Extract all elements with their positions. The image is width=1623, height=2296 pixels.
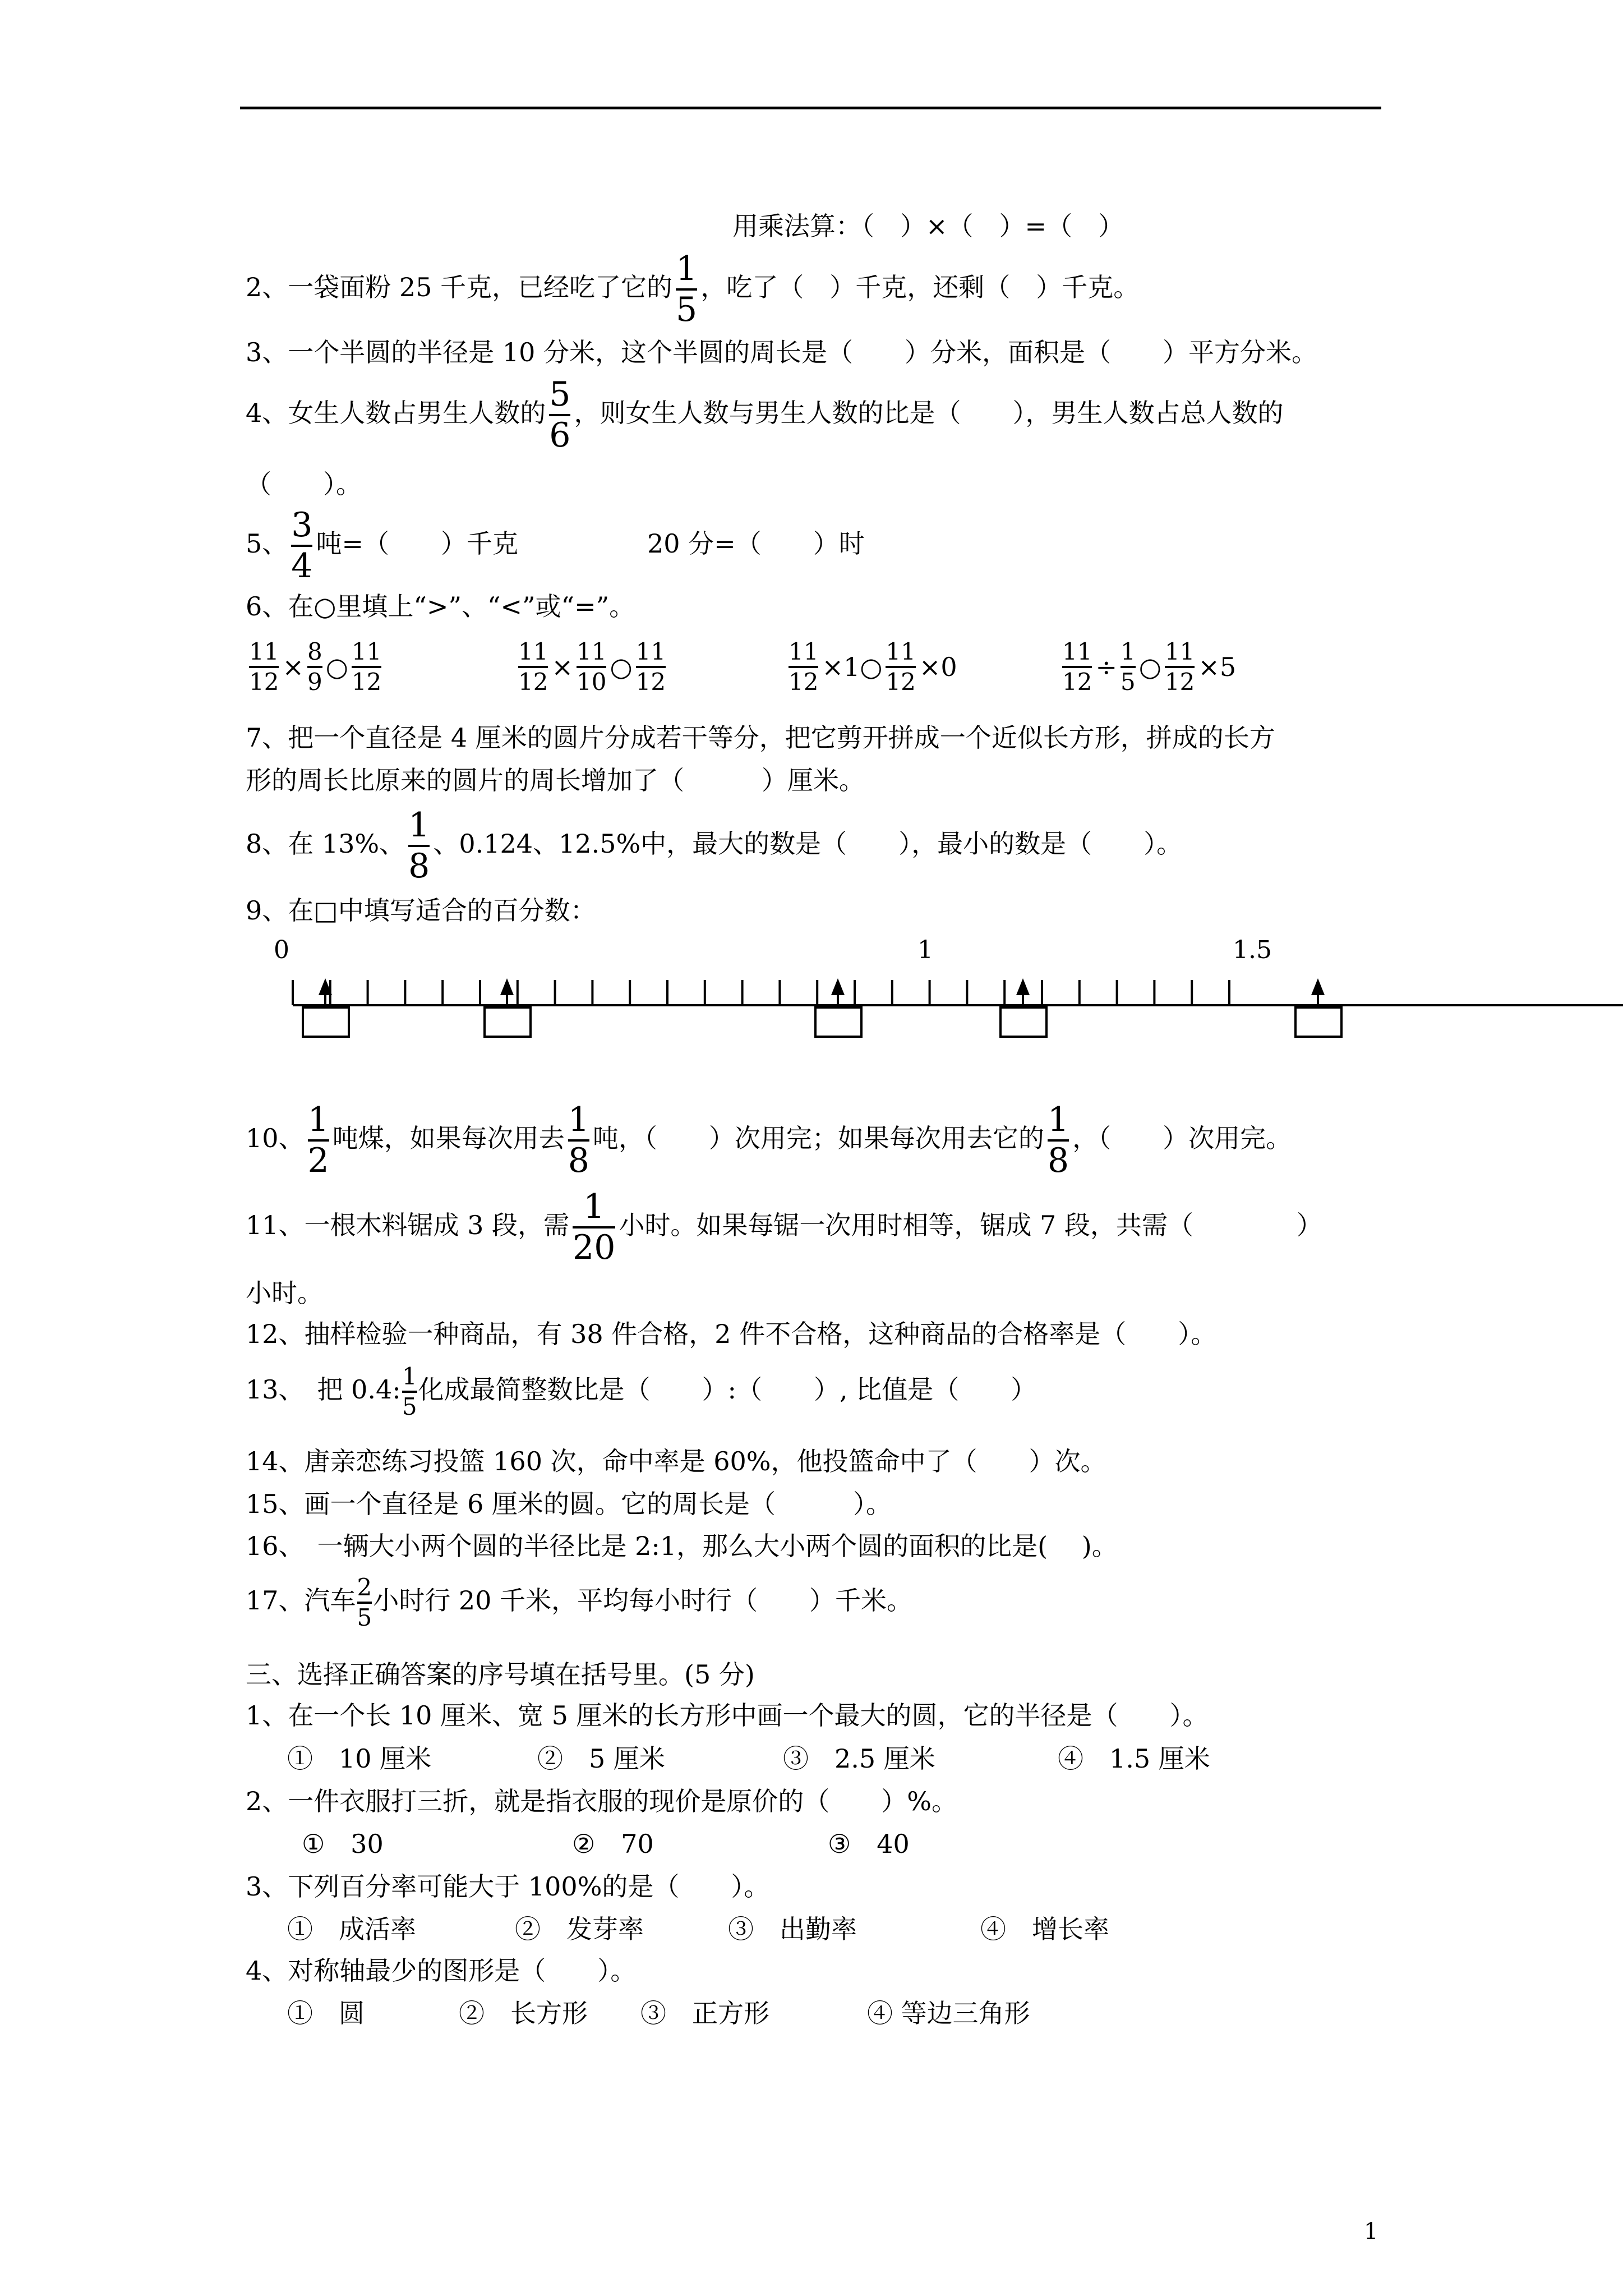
choice-1-option-1: ① 10 厘米 [287,1743,432,1774]
choice-4-option-2: ② 长方形 [459,1998,588,2028]
choice-2: 2、一件衣服打三折，就是指衣服的现价是原价的（ ）%。 [246,1786,957,1816]
choice-4: 4、对称轴最少的图形是（ ）。 [246,1955,637,1986]
tick-label-1: 1 [917,936,933,964]
question-15: 15、画一个直径是 6 厘米的圆。它的周长是（ ）。 [246,1489,892,1519]
comparison-4: $\frac{11}{12}$ ÷ $\frac{1}{5}$ ○ $\frac{11}{12}$ ×5 [1062,638,1237,696]
compare-circle: ○ [325,652,348,683]
fraction: $\frac{2}{5}$ [357,1573,372,1632]
choice-3-option-1: ① 成活率 [287,1914,416,1944]
answer-marker [485,978,531,1037]
choice-4-option-1: ① 圆 [287,1998,365,2028]
question-7-line1: 7、把一个直径是 4 厘米的圆片分成若干等分，把它剪开拼成一个近似长方形，拼成的长方 [246,723,1275,753]
fraction: $\frac{1}{8}$ [1047,1100,1069,1180]
fraction: $\frac{1}{2}$ [307,1100,329,1180]
choice-3-option-3: ③ 出勤率 [728,1914,857,1944]
question-4-cont: （ ）。 [246,469,362,499]
choice-2-option-3: ③ 40 [828,1829,910,1859]
answer-box [303,1007,349,1037]
question-4: 4、女生人数占男生人数的 $\frac{5}{6}$ ，则女生人数与男生人数的比是（ ），男生人数占总人数的 [246,375,1284,455]
compare-circle: ○ [1138,652,1161,683]
number-line-ticks [293,980,1229,1005]
header-rule [240,107,1381,109]
question-17: 17、汽车 $\frac{2}{5}$ 小时行 20 千米，平均每小时行（ ）千米。 [246,1573,913,1632]
comparison-1: $\frac{11}{12}$ × $\frac{8}{9}$ ○ $\frac{11}{12}$ [249,638,382,696]
question-11: 11、一根木料锯成 3 段，需 $\frac{1}{20}$ 小时。如果每锯一次用时相等，锯成 7 段，共需（ ） [246,1187,1322,1267]
choice-3-option-2: ② 发芽率 [515,1914,644,1944]
question-3: 3、一个半圆的半径是 10 分米，这个半圆的周长是（ ）分米，面积是（ ）平方分米。 [246,337,1318,367]
fraction: $\frac{5}{6}$ [549,375,571,455]
answer-marker [1000,978,1046,1037]
question-12: 12、抽样检验一种商品，有 38 件合格，2 件不合格，这种商品的合格率是（ ）。 [246,1319,1217,1349]
answer-marker [1295,978,1341,1037]
question-5: 5、 $\frac{3}{4}$ 吨=（ ）千克 20 分=（ ）时 [246,505,865,586]
question-2: 2、一袋面粉 25 千克，已经吃了它的 $\frac{1}{5}$ ，吃了（ ）千克，还剩（ ）千克。 [246,249,1140,329]
fraction: $\frac{1}{8}$ [568,1100,589,1180]
fraction: $\frac{3}{4}$ [291,505,313,586]
question-14: 14、唐亲恋练习投篮 160 次，命中率是 60%，他投篮命中了（ ）次。 [246,1446,1106,1476]
fraction: $\frac{1}{5}$ [402,1363,417,1421]
answer-marker [303,978,349,1037]
choice-4-option-3: ③ 正方形 [640,1998,769,2028]
answer-box [815,1007,861,1037]
question-11-cont: 小时。 [246,1278,323,1308]
choice-1: 1、在一个长 10 厘米、宽 5 厘米的长方形中画一个最大的圆，它的半径是（ ）。 [246,1700,1209,1731]
choice-1-option-3: ③ 2.5 厘米 [783,1743,935,1774]
compare-circle: ○ [610,652,633,683]
question-13: 13、 把 0.4: $\frac{1}{5}$ 化成最简整数比是（ ）:（ ）, 比值是（ ） [246,1363,1037,1421]
question-7-line2: 形的周长比原来的圆片的周长增加了（ ）厘米。 [246,765,865,795]
answer-box [485,1007,531,1037]
comparison-2: $\frac{11}{12}$ × $\frac{11}{10}$ ○ $\frac{11}{12}$ [518,638,666,696]
fraction: $\frac{1}{5}$ [676,249,698,329]
question-10: 10、 $\frac{1}{2}$ 吨煤，如果每次用去 $\frac{1}{8}$ 吨，（ ）次用完；如果每次用去它的 $\frac{1}{8}$ ，（ ）次用完。 [246,1100,1292,1180]
number-line-markers [303,978,1341,1037]
page-number: 1 [1364,2219,1378,2244]
section-3-heading: 三、选择正确答案的序号填在括号里。(5 分) [246,1659,755,1690]
choice-3: 3、下列百分率可能大于 100%的是（ ）。 [246,1871,770,1902]
comparison-3: $\frac{11}{12}$ ×1○ $\frac{11}{12}$ ×0 [789,638,957,696]
answer-box [1295,1007,1341,1037]
choice-3-option-4: ④ 增长率 [980,1914,1109,1944]
choice-1-option-4: ④ 1.5 厘米 [1058,1743,1210,1774]
question-6: 6、在○里填上“>”、“<”或“=”。 [246,591,635,622]
tick-label-1-5: 1.5 [1233,936,1272,964]
fraction: $\frac{1}{8}$ [408,806,430,886]
answer-box [1000,1007,1046,1037]
fraction: $\frac{1}{20}$ [573,1187,616,1267]
q1-tail: 用乘法算：（ ）×（ ）=（ ） [732,211,1124,241]
question-16: 16、 一辆大小两个圆的半径比是 2:1，那么大小两个圆的面积的比是( )。 [246,1531,1118,1561]
number-line [0,954,1623,1077]
choice-2-option-1: ① 30 [302,1829,384,1859]
choice-4-option-4: ④ 等边三角形 [867,1998,1030,2028]
choice-1-option-2: ② 5 厘米 [537,1743,665,1774]
question-9: 9、在□中填写适合的百分数： [246,895,596,926]
choice-2-option-2: ② 70 [572,1829,654,1859]
compare-circle: ○ [860,652,883,683]
tick-label-0: 0 [274,936,289,964]
question-8: 8、在 13%、 $\frac{1}{8}$ 、0.124、12.5%中，最大的数是（ ），最小的数是（ ）。 [246,806,1183,886]
